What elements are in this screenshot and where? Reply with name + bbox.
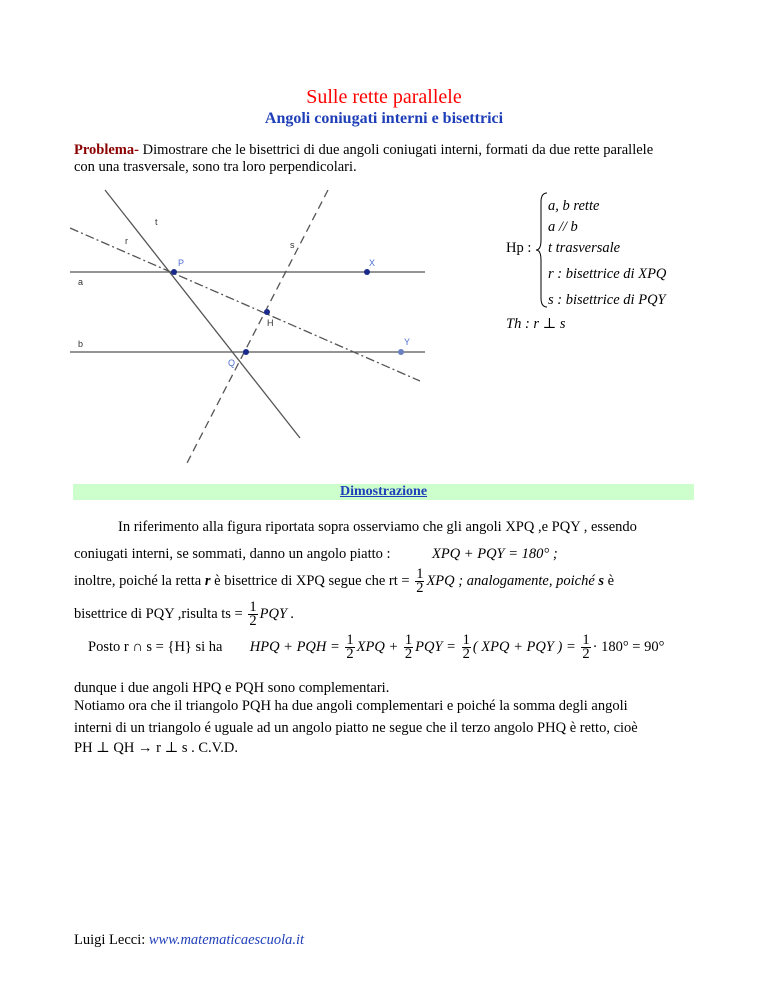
hp-item-1: a, b rette	[548, 198, 600, 214]
proof-line-5	[88, 634, 664, 661]
label-H: H	[267, 318, 274, 328]
problem-text-line1: Dimostrare che le bisettrici di due angoli coniugati interni, formati da due rette parallele	[138, 142, 654, 158]
fraction: $\frac{1}{2}$	[404, 632, 413, 662]
footer-author: Luigi Lecci:	[74, 932, 149, 948]
proof-line-3s: s	[598, 572, 605, 589]
proof-line-5b: HPQ + PQH =	[249, 638, 344, 655]
point-Y	[398, 349, 404, 355]
problem-statement	[74, 142, 714, 176]
proof-line-9: PH ⊥ QH → r ⊥ s . C.V.D.	[74, 740, 238, 756]
proof-line-2a: coniugati interni, se sommati, danno un angolo piatto :	[74, 546, 391, 562]
proof-line-5f: · 180° = 90°	[592, 638, 665, 655]
proof-line-3c: XPQ ; analogamente, poiché	[426, 572, 599, 589]
proof-line-5e: ( XPQ + PQY ) =	[472, 638, 580, 655]
proof-line-5c: XPQ +	[356, 638, 402, 655]
hp-item-5: s : bisettrice di PQY	[548, 292, 666, 308]
hp-item-2: a // b	[548, 219, 578, 235]
fraction: $\frac{1}{2}$	[462, 632, 470, 662]
fraction: $\frac{1}{2}$	[249, 599, 257, 629]
label-Y: Y	[404, 337, 411, 347]
section-heading: Dimostrazione	[339, 484, 428, 499]
thesis: Th : r ⊥ s	[506, 316, 566, 332]
proof-line-4	[74, 601, 294, 628]
hp-item-3: t trasversale	[548, 240, 621, 256]
proof-line-6: dunque i due angoli HPQ e PQH sono complementari.	[74, 680, 390, 696]
proof-line-8: interni di un triangolo é uguale ad un angolo piatto ne segue che il terzo angolo PHQ è retto, cioè	[74, 720, 638, 736]
proof-line-4a: bisettrice di PQY ,risulta ts =	[74, 605, 247, 622]
label-b: b	[78, 339, 84, 349]
proof-line-5d: PQY =	[415, 638, 460, 655]
line-t	[105, 190, 300, 438]
label-r: r	[125, 236, 128, 246]
proof-line-3b: è bisettrice di XPQ segue che rt =	[210, 572, 414, 589]
point-H	[264, 309, 270, 315]
proof-line-3r: r	[204, 572, 211, 589]
section-heading-bar	[73, 484, 694, 500]
proof-line-7: Notiamo ora che il triangolo PQH ha due angoli complementari e poiché la somma degli angoli	[74, 698, 628, 714]
point-Q	[243, 349, 249, 355]
proof-line-5a: Posto r ∩ s = {H} si ha	[88, 638, 223, 655]
fraction: $\frac{1}{2}$	[346, 632, 354, 662]
hypothesis-block	[506, 192, 706, 337]
line-s	[187, 190, 328, 463]
fraction: $\frac{1}{2}$	[416, 566, 424, 596]
label-s: s	[290, 240, 295, 250]
proof-line-2b: XPQ + PQY = 180° ;	[432, 546, 558, 562]
proof-line-3	[74, 568, 614, 595]
footer	[74, 932, 304, 949]
geometry-figure	[70, 185, 430, 465]
label-P: P	[178, 258, 185, 268]
label-Q: Q	[228, 358, 236, 368]
page-title: Sulle rette parallele	[306, 86, 462, 108]
problem-text-line2: con una trasversale, sono tra loro perpendicolari.	[74, 159, 357, 175]
label-t: t	[155, 217, 158, 227]
brace-icon	[536, 192, 548, 308]
label-X: X	[369, 258, 376, 268]
label-a: a	[78, 277, 84, 287]
proof-line-4b: PQY .	[259, 605, 295, 622]
line-r	[70, 228, 420, 381]
hp-item-4: r : bisettrice di XPQ	[548, 266, 667, 282]
point-X	[364, 269, 370, 275]
proof-line-3d: è	[604, 572, 615, 589]
page-subtitle: Angoli coniugati interni e bisettrici	[264, 110, 504, 127]
proof-line-3a: inoltre, poiché la retta	[74, 572, 205, 589]
hp-label: Hp :	[506, 240, 532, 256]
problem-label: Problema-	[74, 142, 139, 158]
point-P	[171, 269, 177, 275]
fraction: $\frac{1}{2}$	[582, 632, 590, 662]
proof-line-1: In riferimento alla figura riportata sopra osserviamo che gli angoli XPQ ,e PQY , essendo	[118, 519, 637, 535]
footer-site-link[interactable]: www.matematicaescuola.it	[148, 932, 305, 948]
